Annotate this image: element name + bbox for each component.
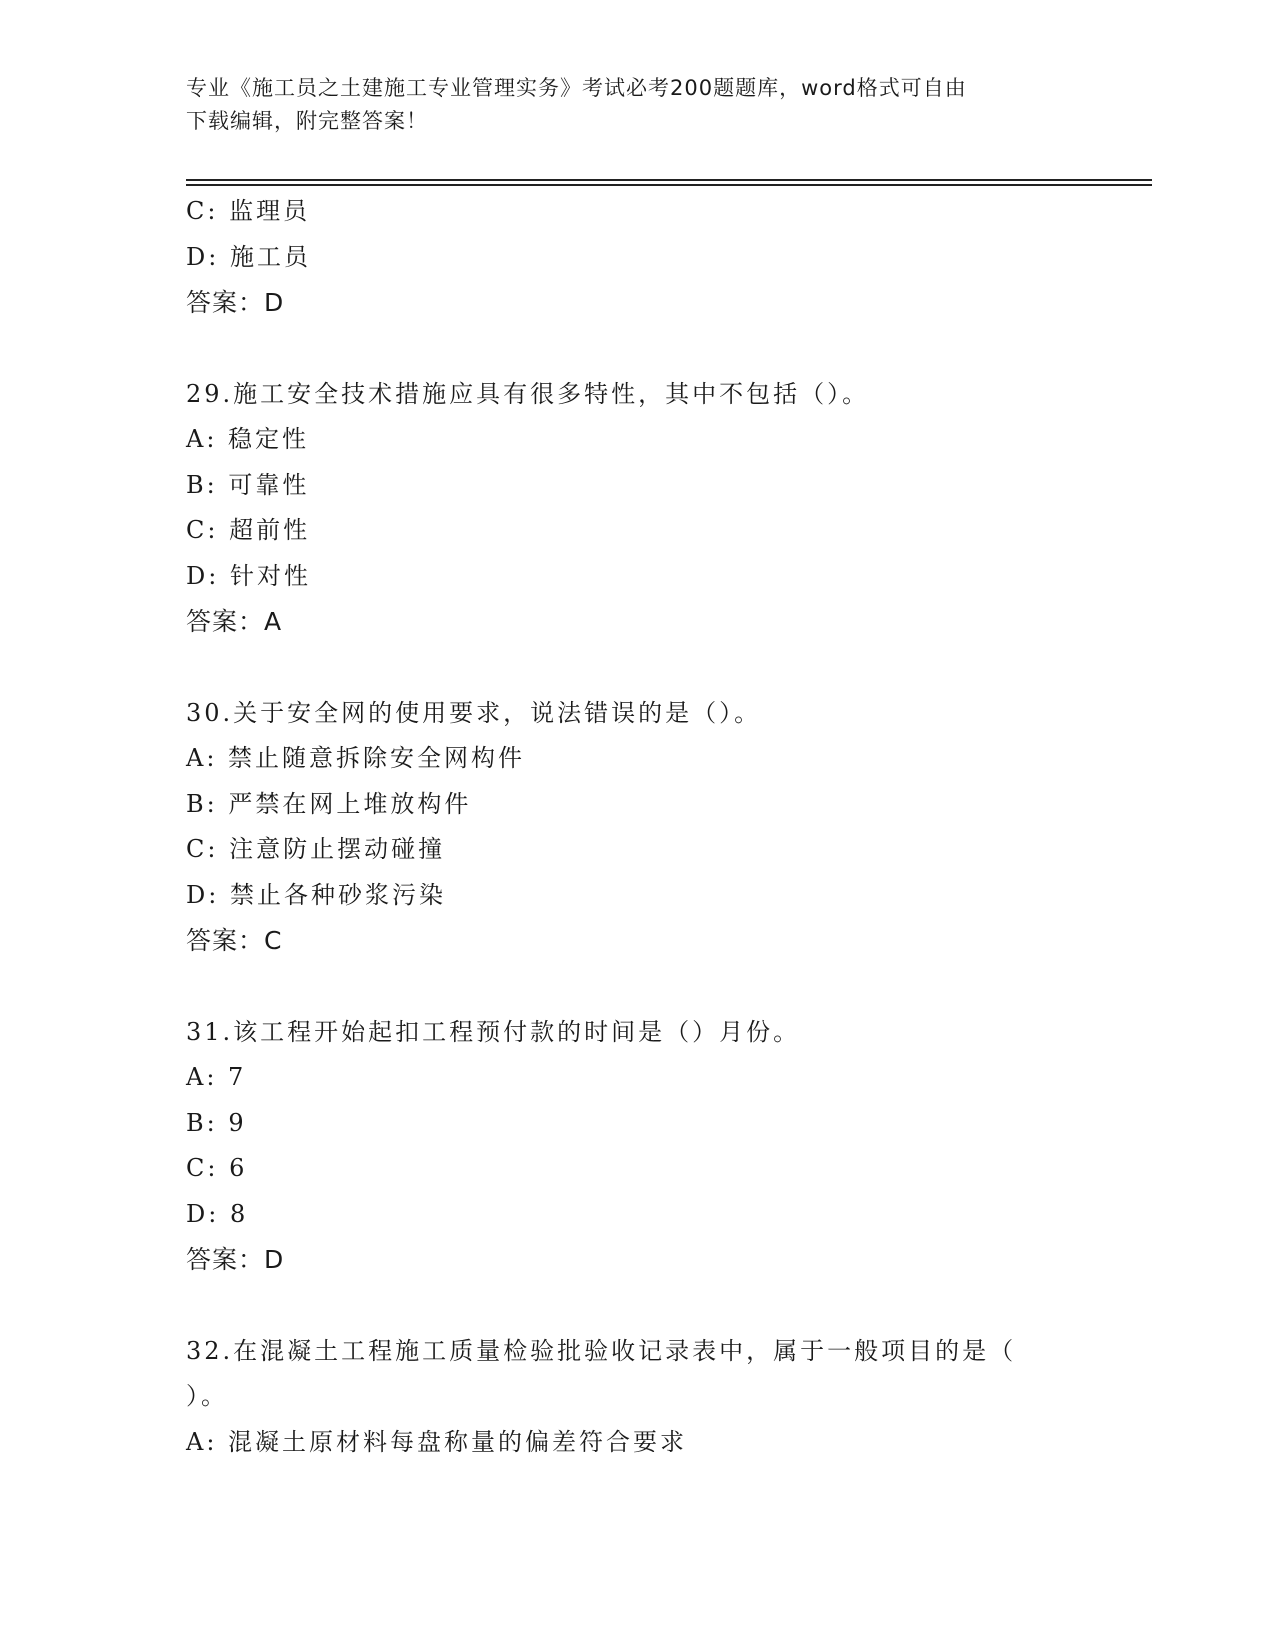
header-title-line-1: 专业《施工员之土建施工专业管理实务》考试必考200题题库，word格式可自由 [186,76,967,100]
option-a: A: 7 [186,1063,247,1091]
question-32 [186,1329,1086,1466]
question-29 [186,372,1086,645]
option-c: C: 6 [186,1154,248,1182]
question-31 [186,1010,1086,1283]
option-c: C: 超前性 [186,516,311,544]
question-list [186,189,1086,1465]
question-28-continuation [186,189,1086,326]
option-b: B: 严禁在网上堆放构件 [186,789,472,818]
question-30 [186,691,1086,964]
option-b: B: 可靠性 [186,470,310,499]
option-d: D: 针对性 [186,561,311,590]
question-stem: 30.关于安全网的使用要求，说法错误的是（）。 [186,698,762,727]
option-b: B: 9 [186,1108,247,1137]
header-divider-bottom [186,184,1152,186]
answer-line: 答案：C [186,926,283,955]
question-stem: 31.该工程开始起扣工程预付款的时间是（）月份。 [186,1017,801,1046]
option-d: D: 施工员 [186,242,311,271]
option-d: D: 8 [186,1199,249,1228]
document-header [186,72,1066,138]
option-c: C: 注意防止摆动碰撞 [186,835,446,863]
option-d: D: 禁止各种砂浆污染 [186,880,446,909]
answer-line: 答案：A [186,607,283,636]
header-divider-top [186,179,1152,181]
question-stem: 29.施工安全技术措施应具有很多特性，其中不包括（）。 [186,379,870,408]
option-a: A: 稳定性 [186,425,310,453]
answer-line: 答案：D [186,288,285,317]
header-title-line-2: 下载编辑，附完整答案！ [186,109,428,133]
question-stem-line-1: 32.在混凝土工程施工质量检验批验收记录表中，属于一般项目的是（ [186,1336,1017,1365]
option-a: A: 混凝土原材料每盘称量的偏差符合要求 [186,1427,688,1456]
option-a: A: 禁止随意拆除安全网构件 [186,744,526,772]
answer-line: 答案：D [186,1245,285,1274]
question-stem-line-2: ）。 [186,1382,228,1410]
option-c: C: 监理员 [186,197,311,225]
